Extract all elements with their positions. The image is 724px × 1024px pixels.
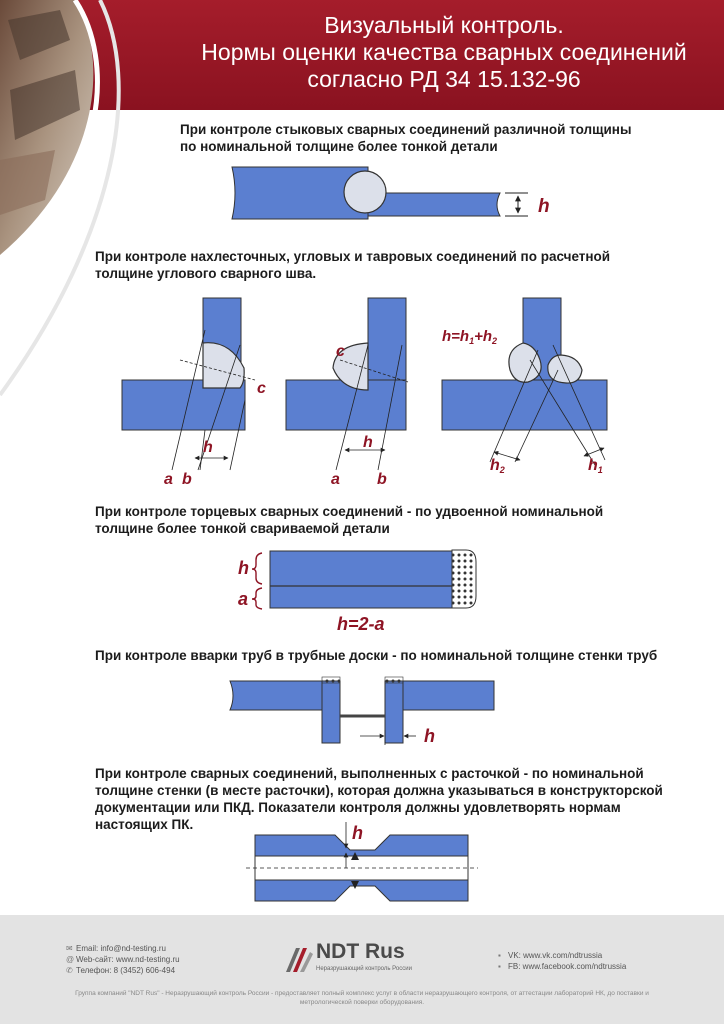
logo-name: NDT Rus	[316, 940, 405, 963]
title-line-2: Нормы оценки качества сварных соединений	[201, 39, 687, 65]
ndt-rus-logo	[282, 940, 452, 980]
diagram-2b-label-b: b	[377, 471, 387, 488]
diagram-butt-weld	[232, 167, 550, 219]
footer-vk[interactable]: VK: www.vk.com/ndtrussia	[508, 951, 603, 960]
diagram-2a-label-b: b	[182, 471, 192, 488]
phone-icon: ✆	[66, 966, 73, 975]
diagram-2a-label-h: h	[203, 439, 213, 456]
diagram-fillet-weld-2	[286, 298, 408, 488]
section-2-line-2: толщине углового сварного шва.	[95, 266, 317, 281]
diagram-2b-label-c: c	[336, 343, 345, 360]
diagram-5-label-h: h	[352, 823, 363, 843]
diagram-2a-label-c: c	[257, 380, 266, 397]
ndt-logo-icon	[282, 942, 316, 976]
section-5-line-1: При контроле сварных соединений, выполненных с расточкой - по номинальной	[95, 766, 644, 781]
diagram-fillet-weld-1	[122, 298, 266, 488]
footer-email[interactable]: Email: info@nd-testing.ru	[76, 944, 166, 953]
section-1-line-1: При контроле стыковых сварных соединений различной толщины	[180, 122, 632, 137]
diagram-2b-label-h: h	[363, 434, 373, 451]
diagram-tube-in-tubesheet	[230, 677, 494, 746]
formula-h-sub2: 2	[492, 336, 498, 346]
diagram-3-label-a: a	[238, 589, 249, 609]
title-line-3: согласно РД 34 15.132-96	[307, 66, 581, 92]
section-5-line-2: толщине стенки (в месте расточки), которая должна указываться в конструкторской	[95, 783, 663, 798]
footer-phone: Телефон: 8 (3452) 606-494	[76, 966, 176, 975]
footer-note-line-1: Группа компаний "NDT Rus" - Неразрушающий контроль России - предоставляет полный комплекс услуг в области неразрушающего контроля, от аттестации лабораторий НК, до поставки и	[75, 990, 649, 997]
diagram-2a-label-a: a	[164, 471, 173, 488]
footer-fb[interactable]: FB: www.facebook.com/ndtrussia	[508, 962, 627, 971]
section-5-line-3: документации или ПКД. Показатели контроля должны удовлетворять нормам	[95, 800, 621, 815]
section-4-line-1: При контроле вварки труб в трубные доски - по номинальной толщине стенки труб	[95, 648, 658, 663]
title-line-1: Визуальный контроль.	[324, 12, 564, 38]
formula-h-main: h=h	[442, 328, 470, 345]
section-3-line-1: При контроле торцевых сварных соединений - по удвоенной номинальной	[95, 504, 604, 519]
section-1-line-2: по номинальной толщине более тонкой детали	[180, 139, 498, 154]
diagram-double-fillet-weld	[442, 298, 607, 475]
diagram-4-label-h: h	[424, 726, 435, 746]
facebook-icon: ▪	[498, 962, 501, 971]
section-2-line-1: При контроле нахлесточных, угловых и тавровых соединений по расчетной	[95, 249, 611, 264]
diagram-2c-label-h2: h	[490, 457, 500, 474]
section-3-line-2: толщине более тонкой свариваемой детали	[95, 521, 390, 536]
web-icon: @	[66, 955, 75, 964]
diagram-bored-weld	[246, 822, 478, 901]
footer-note	[40, 989, 684, 1007]
formula-h-sub1: 1	[469, 336, 475, 346]
email-icon: ✉	[66, 944, 73, 953]
diagram-3-label-h: h	[238, 558, 249, 578]
logo-tagline: Неразрушающий контроль России	[316, 966, 412, 972]
footer-social	[498, 950, 626, 972]
svg-text:h2	[490, 457, 505, 475]
svg-text:h1	[588, 457, 603, 475]
diagram-3-formula: h=2-a	[337, 614, 385, 634]
diagram-2b-label-a: a	[331, 471, 340, 488]
footer-website[interactable]: Web-сайт: www.nd-testing.ru	[76, 955, 180, 964]
diagram-1-label-h: h	[538, 196, 550, 217]
diagram-2c-label-h2-sub: 2	[499, 465, 505, 475]
svg-text:h=h1+h2	[442, 328, 497, 346]
diagram-end-weld	[238, 550, 476, 634]
formula-h-plus: +h	[474, 328, 493, 345]
section-5-line-4: настоящих ПК.	[95, 817, 194, 832]
footer-note-line-2: метрологической поверки оборудования.	[299, 999, 425, 1006]
diagram-2c-label-h1: h	[588, 457, 598, 474]
vk-icon: ▪	[498, 951, 501, 960]
diagram-2c-label-h1-sub: 1	[597, 465, 603, 475]
footer-contacts	[66, 943, 180, 976]
